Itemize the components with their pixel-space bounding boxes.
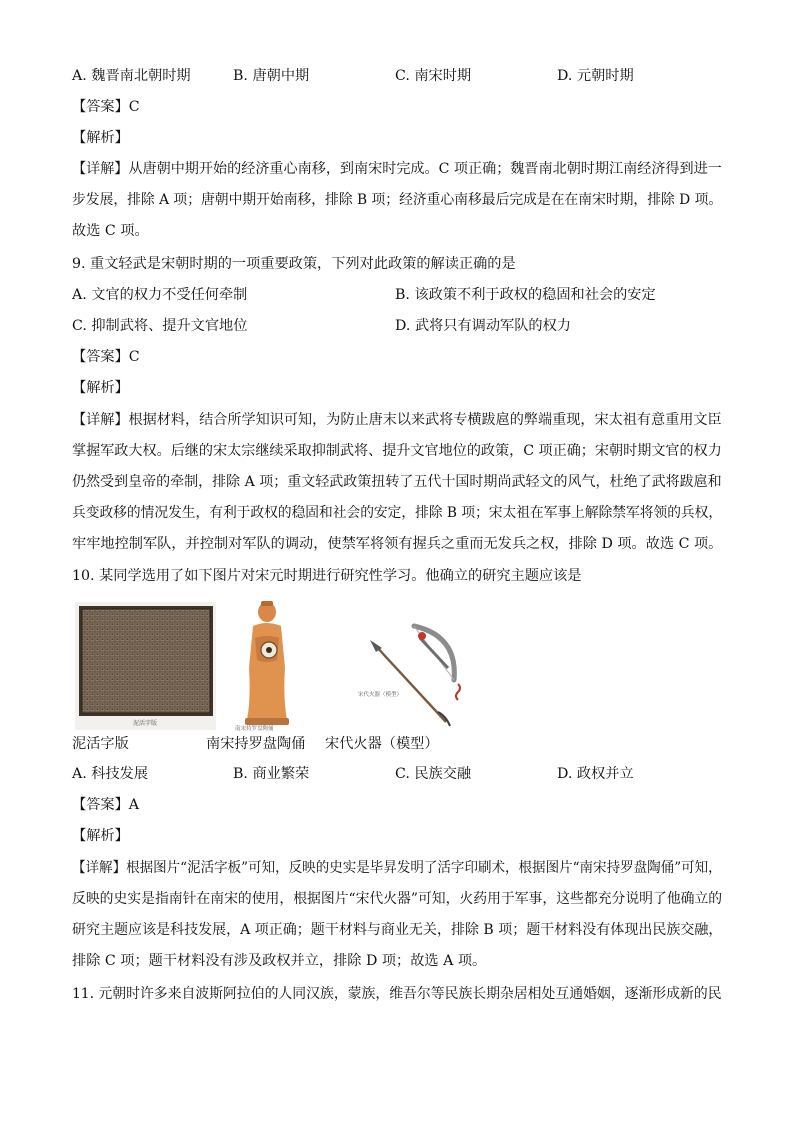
q9-option-d: D. 武将只有调动军队的权力	[395, 318, 571, 334]
q9-detail-line: 兵变政移的情况发生，有利于政权的稳固和社会的安定，排除 B 项；宋太祖在军事上解除禁军将领的兵权，	[72, 505, 723, 521]
q10-answer: 【答案】A	[72, 797, 139, 813]
figure-caption: 宋代火器（模型）	[325, 736, 439, 752]
q9-analysis-label: 【解析】	[72, 380, 129, 396]
q10-stem: 10. 某同学选用了如下图片对宋元时期进行研究性学习。他确立的研究主题应该是	[72, 568, 582, 584]
q8-option-a: A. 魏晋南北朝时期	[72, 68, 191, 84]
q10-detail-line: 反映的史实是指南针在南宋的使用，根据图片“宋代火器”可知，火药用于军事，这些都充分说明了他确立的	[72, 891, 723, 907]
q11-stem: 11. 元朝时许多来自波斯阿拉伯的人同汉族，蒙族，维吾尔等民族长期杂居相处互通婚姻，逐渐形成新的民	[72, 986, 722, 1002]
q8-option-c: C. 南宋时期	[395, 68, 472, 84]
figure-caption: 南宋持罗盘陶俑	[206, 736, 306, 752]
q10-detail-line: 【详解】根据图片“泥活字板”可知，反映的史实是毕昇发明了活字印刷术，根据图片“南宋持罗盘陶俑”可知，	[72, 860, 722, 876]
q8-detail-line: 步发展，排除 A 项；唐朝中期开始南移，排除 B 项；经济重心南移最后完成是在在南宋时期，排除 D 项。	[72, 192, 723, 208]
q9-answer: 【答案】C	[72, 349, 140, 365]
q10-analysis-label: 【解析】	[72, 828, 129, 844]
q9-detail-line: 【详解】根据材料，结合所学知识可知，为防止唐末以来武将专横跋扈的弊端重现，宋太祖有意重用文臣	[72, 412, 722, 428]
q8-detail-line: 故选 C 项。	[72, 223, 149, 239]
q8-option-d: D. 元朝时期	[557, 68, 634, 84]
figure-compass-figurine	[233, 598, 301, 732]
q9-detail-line: 仍然受到皇帝的牵制，排除 A 项；重文轻武政策扭转了五代十国时期尚武轻文的风气，杜绝了武将跋扈和	[72, 474, 722, 490]
q8-analysis-label: 【解析】	[72, 130, 129, 146]
figure-clay-type-plate	[75, 602, 216, 730]
q9-detail-line: 掌握军政大权。后继的宋太宗继续采取抑制武将、提升文官地位的政策，C 项正确；宋朝时期文官的权力	[72, 443, 722, 459]
q8-detail-line: 【详解】从唐朝中期开始的经济重心南移，到南宋时完成。C 项正确；魏晋南北朝时期江南经济得到进一	[72, 161, 722, 177]
q10-option-c: C. 民族交融	[395, 766, 472, 782]
clay-type-image	[75, 602, 216, 730]
q10-option-d: D. 政权并立	[557, 766, 634, 782]
figure-inner-label: 宋代火器（模型）	[358, 692, 403, 698]
figure-inner-label: 南宋持罗盘陶俑	[235, 726, 274, 732]
figurine-image	[233, 598, 301, 732]
q10-detail-line: 排除 C 项；题干材料没有涉及政权并立，排除 D 项；故选 A 项。	[72, 953, 487, 969]
q9-option-c: C. 抑制武将、提升文官地位	[72, 318, 248, 334]
figure-song-firearm	[350, 618, 470, 732]
q8-answer: 【答案】C	[72, 99, 140, 115]
q9-option-b: B. 该政策不利于政权的稳固和社会的安定	[395, 287, 656, 303]
figure-caption: 泥活字版	[72, 736, 129, 752]
q8-option-b: B. 唐朝中期	[233, 68, 310, 84]
q9-option-a: A. 文官的权力不受任何牵制	[72, 287, 248, 303]
q10-option-b: B. 商业繁荣	[233, 766, 310, 782]
figure-inner-label: 泥活字版	[133, 720, 158, 727]
q10-detail-line: 研究主题应该是科技发展，A 项正确；题干材料与商业无关，排除 B 项；题干材料没有体现出民族交融，	[72, 922, 723, 938]
q10-option-a: A. 科技发展	[72, 766, 149, 782]
q9-stem: 9. 重文轻武是宋朝时期的一项重要政策，下列对此政策的解读正确的是	[72, 256, 516, 272]
q9-detail-line: 牢牢地控制军队，并控制对军队的调动，使禁军将领有握兵之重而无发兵之权，排除 D 项。故选 C 项。	[72, 536, 723, 552]
firearm-image	[350, 618, 470, 732]
